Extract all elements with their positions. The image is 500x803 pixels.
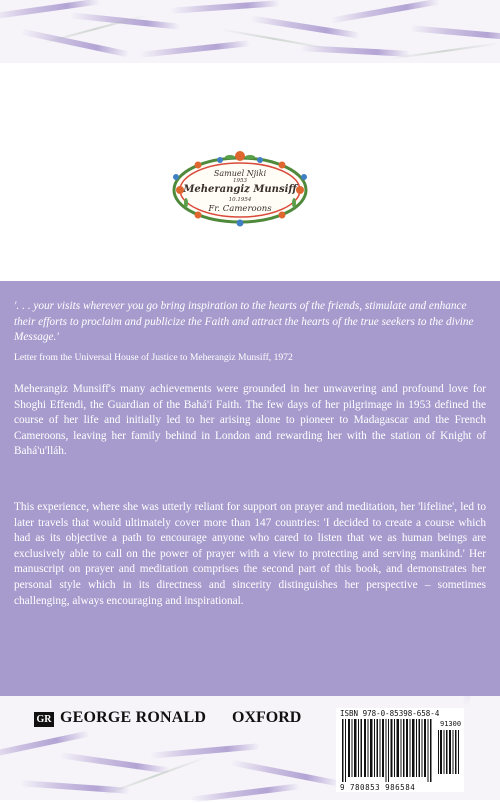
barcode-number: 9 780853 986584: [340, 783, 416, 792]
back-cover-blurb: [0, 281, 500, 696]
barcode-bars-icon: [336, 708, 464, 792]
opening-quote: '. . . your visits wherever you go bring inspiration to the hearts of the friends, stimulate and enhance their efforts to proclaim and publicize the Faith and attract the hearts of the true seekers to the divine Message.': [14, 300, 474, 343]
price-code: 91300: [440, 720, 462, 728]
quote-source: Letter from the Universal House of Justice to Meherangiz Munsiff, 1972: [14, 352, 293, 363]
emblem-line-3: Fr. Cameroons: [208, 204, 272, 214]
emblem-year-top: 1953: [233, 178, 247, 184]
signature-emblem: [168, 145, 312, 229]
publisher-logo: GR: [34, 712, 54, 727]
blurb-paragraph-1: Meherangiz Munsiff's many achievements were grounded in her unwavering and profound love for Shoghi Effendi, the Guardian of the Bahá'í Faith. The few days of her pilgrimage in 1953 defined the course of her life and initially led to her arising alone to pioneer to Madagascar and the French Cameroons, leaving her family behind in London and rewarding her with the station of Knight of Bahá'u'lláh.: [14, 383, 486, 458]
emblem-line-2: Meherangiz Munsiff: [183, 184, 297, 195]
blurb-paragraph-2: This experience, where she was utterly reliant for support on prayer and meditation, her 'lifeline', led to later travels that would ultimately cover more than 147 countries: 'I decided to create a course which had as its objective a path to encourage anyone who cared to listen that we as human beings are exclusively able to call on the power of prayer with a view to protecting and serving mankind.' Her manuscript on prayer and meditation comprises the second part of this book, and demonstrates her personal style which in its directness and sincerity distinguishes her perspective – sometimes challenging, always encouraging and inspirational.: [14, 501, 486, 607]
isbn-barcode: [336, 708, 464, 792]
isbn-text: ISBN 978-0-85398-658-4: [340, 709, 440, 718]
publisher-name: GEORGE RONALD: [60, 709, 207, 726]
emblem-year-bottom: 10.1954: [228, 197, 252, 203]
emblem-line-1: Samuel Njiki: [213, 169, 267, 178]
publisher-city: OXFORD: [232, 709, 302, 726]
